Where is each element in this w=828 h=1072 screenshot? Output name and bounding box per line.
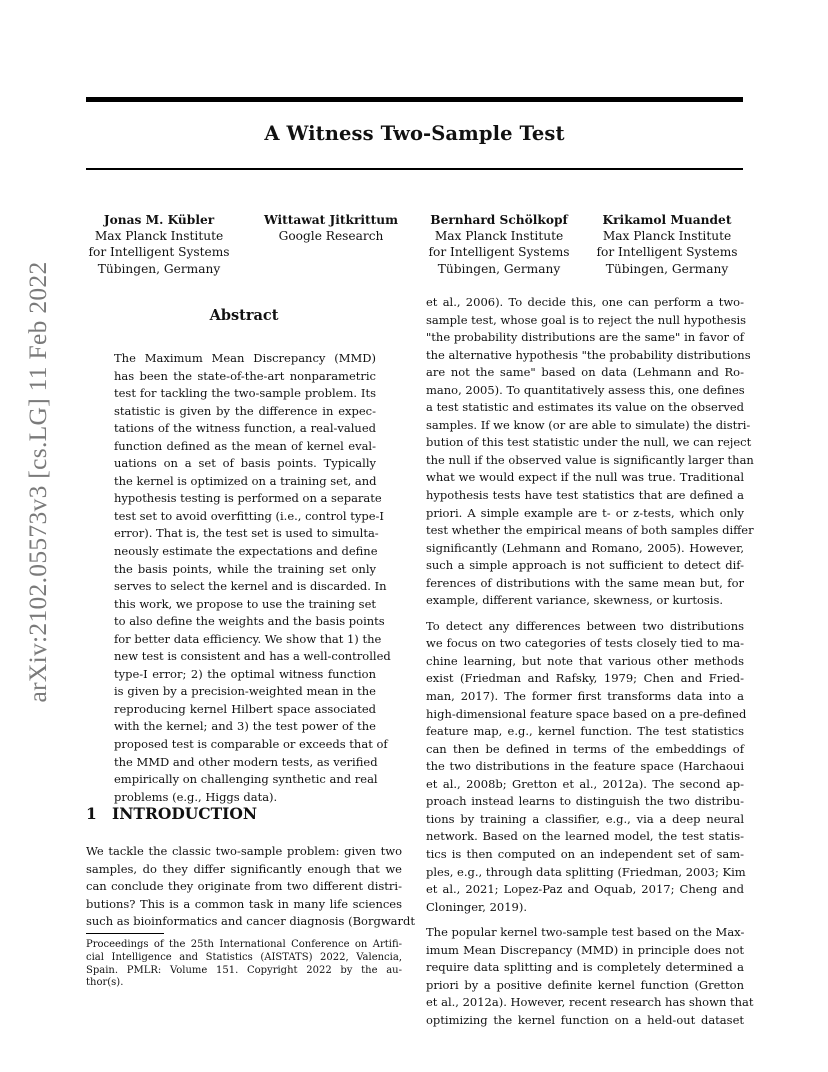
text-line: significantly (Lehmann and Romano, 2005). However,	[426, 540, 744, 555]
text-line: empirically on challenging synthetic and real	[114, 772, 378, 787]
text-line: require data splitting and is completely determined a	[426, 960, 744, 975]
text-line: cial Intelligence and Statistics (AISTATS) 2022, Valencia,	[86, 951, 402, 963]
text-line: feature map, e.g., kernel function. The test statistics	[426, 724, 744, 739]
paragraph-gap	[426, 610, 744, 618]
text-line: imum Mean Discrepancy (MMD) in principle does not	[426, 942, 744, 957]
paragraph	[426, 618, 747, 916]
text-line: sample test, whose goal is to reject the null hypothesis	[426, 312, 747, 327]
text-line: the MMD and other modern tests, as verified	[114, 754, 378, 769]
author-name: Jonas M. Kübler	[103, 213, 215, 227]
author-1	[86, 212, 232, 277]
section-heading	[86, 804, 402, 823]
text-line: tations of the witness function, a real-valued	[114, 421, 376, 436]
text-line: what we would expect if the null was true. Traditional	[426, 470, 744, 485]
text-line: to also define the weights and the basis points	[114, 614, 385, 629]
author-affiliation-line: for Intelligent Systems	[88, 245, 230, 260]
text-line: et al., 2006). To decide this, one can perform a two-	[426, 295, 744, 309]
text-line: the two distributions in the feature space (Harchaoui	[426, 759, 744, 774]
author-name: Krikamol Muandet	[602, 213, 732, 227]
text-line: can conclude they originate from two different distri-	[86, 879, 402, 894]
text-line: et al., 2008b; Gretton et al., 2012a). The second ap-	[426, 776, 744, 791]
text-line: the null if the observed value is significantly larger than	[426, 452, 754, 467]
text-line: is given by a precision-weighted mean in the	[114, 684, 376, 699]
author-affiliation-line: Max Planck Institute	[602, 229, 732, 244]
text-line: new test is consistent and has a well-controlled	[114, 649, 391, 664]
text-line: mano, 2005). To quantitatively assess this, one defines	[426, 382, 745, 397]
text-line: priori by a positive definite kernel function (Gretton	[426, 977, 744, 992]
author-affiliation-line: Max Planck Institute	[434, 229, 564, 244]
text-line: bution of this test statistic under the null, we can reject	[426, 435, 752, 450]
text-line: this work, we propose to use the training set	[114, 596, 376, 611]
text-line: proposed test is comparable or exceeds that of	[114, 737, 388, 752]
author-3	[423, 212, 575, 277]
author-4	[592, 212, 742, 277]
text-line: type-I error; 2) the optimal witness function	[114, 666, 376, 681]
author-affiliation-line: for Intelligent Systems	[428, 245, 570, 260]
text-line: such as bioinformatics and cancer diagnosis (Borgwardt	[86, 914, 416, 929]
footnote-rule	[86, 933, 164, 934]
text-line: a test statistic and estimates its value on the observed	[426, 400, 744, 415]
text-line: The popular kernel two-sample test based on the Max-	[426, 925, 745, 940]
text-line: ferences of distributions with the same mean but, for	[426, 575, 744, 590]
text-line: "the probability distributions are the same" in favor of	[426, 330, 744, 345]
text-line: function defined as the mean of kernel eval-	[114, 438, 376, 453]
text-line: such a simple approach is not sufficient to detect dif-	[426, 558, 744, 573]
text-line: reproducing kernel Hilbert space associated	[114, 701, 376, 716]
text-line: example, different variance, skewness, or kurtosis.	[426, 593, 724, 608]
text-line: with the kernel; and 3) the test power of the	[114, 719, 376, 734]
author-name: Wittawat Jitkrittum	[263, 213, 399, 227]
text-line: neously estimate the expectations and define	[114, 544, 378, 559]
author-affiliation-line: for Intelligent Systems	[596, 245, 738, 260]
footnote	[86, 939, 402, 990]
text-line: tics is then computed on an independent set of sam-	[426, 846, 744, 861]
author-affiliation-line: Max Planck Institute	[94, 229, 224, 244]
title-rule-top	[86, 97, 743, 102]
text-line: serves to select the kernel and is discarded. In	[114, 579, 387, 594]
author-name: Bernhard Schölkopf	[430, 213, 568, 227]
text-line: has been the state-of-the-art nonparametric	[114, 368, 376, 383]
text-line: we focus on two categories of tests closely tied to ma-	[426, 636, 744, 651]
text-line: statistic is given by the difference in expec-	[114, 403, 376, 418]
section-number: 1	[86, 804, 97, 823]
text-line: et al., 2021; Lopez-Paz and Oquab, 2017; Cheng and	[426, 882, 744, 897]
text-line: et al., 2012a). However, recent research has shown that	[426, 995, 754, 1010]
text-line: problems (e.g., Higgs data).	[114, 789, 278, 804]
text-line: uations on a set of basis points. Typically	[114, 456, 376, 471]
right-column	[426, 294, 754, 1029]
text-line: can then be defined in terms of the embeddings of	[426, 741, 744, 756]
section-title: INTRODUCTION	[112, 804, 258, 823]
text-line: Spain. PMLR: Volume 151. Copyright 2022 by the au-	[86, 964, 402, 976]
arxiv-side-stamp	[22, 260, 54, 703]
text-line: chine learning, but note that various other methods	[426, 653, 744, 668]
author-affiliation-line: Google Research	[278, 229, 384, 244]
abstract-body	[114, 350, 391, 806]
author-block	[86, 212, 746, 282]
intro-body	[86, 843, 416, 931]
text-line: test for tackling the two-sample problem. Its	[114, 386, 376, 401]
text-line: high-dimensional feature space based on a pre-defined	[426, 706, 747, 721]
text-line: test set to avoid overfitting (i.e., control type-I	[114, 508, 384, 523]
author-affiliation-line: Tübingen, Germany	[97, 261, 221, 276]
text-line: butions? This is a common task in many life sciences	[86, 896, 402, 911]
paragraph	[426, 294, 754, 610]
text-line: thor(s).	[86, 977, 124, 989]
text-line: priori. A simple example are t- or z-tests, which only	[426, 505, 744, 520]
text-line: test whether the empirical means of both samples differ	[426, 523, 754, 538]
text-line: optimizing the kernel function on a held-out dataset	[426, 1012, 744, 1027]
title-rule-bottom	[86, 168, 743, 170]
text-line: proach instead learns to distinguish the two distribu-	[426, 794, 744, 809]
author-affiliation-line: Tübingen, Germany	[605, 261, 729, 276]
text-line: hypothesis testing is performed on a separate	[114, 491, 382, 506]
text-line: Proceedings of the 25th International Conference on Artifi-	[86, 939, 402, 950]
text-line: Cloninger, 2019).	[426, 899, 528, 914]
paper-title: A Witness Two-Sample Test	[264, 122, 565, 145]
text-line: samples, do they differ significantly enough that we	[86, 861, 402, 876]
paragraph-gap	[426, 916, 744, 924]
text-line: man, 2017). The former first transforms data into a	[426, 689, 744, 704]
abstract-heading: Abstract	[209, 307, 279, 324]
text-line: exist (Friedman and Rafsky, 1979; Chen and Fried-	[426, 671, 744, 686]
text-line: the kernel is optimized on a training set, and	[114, 473, 377, 488]
text-line: for better data efficiency. We show that 1) the	[114, 631, 382, 646]
arxiv-identifier: arXiv:2102.05573v3 [cs.LG] 11 Feb 2022	[23, 260, 52, 703]
author-affiliation-line: Tübingen, Germany	[437, 261, 561, 276]
text-line: samples. If we know (or are able to simulate) the distri-	[426, 417, 751, 432]
text-line: ples, e.g., through data splitting (Friedman, 2003; Kim	[426, 864, 746, 879]
text-line: We tackle the classic two-sample problem: given two	[86, 844, 402, 858]
paragraph	[426, 924, 754, 1029]
text-line: are not the same" based on data (Lehmann and Ro-	[426, 365, 744, 380]
text-line: the alternative hypothesis "the probability distributions	[426, 347, 751, 362]
text-line: the basis points, while the training set only	[114, 561, 376, 576]
text-line: The Maximum Mean Discrepancy (MMD)	[114, 351, 376, 365]
text-line: hypothesis tests have test statistics that are defined a	[426, 488, 744, 503]
text-line: tions by training a classifier, e.g., via a deep neural	[426, 811, 744, 826]
text-line: network. Based on the learned model, the test statis-	[426, 829, 744, 844]
author-2	[256, 212, 406, 244]
text-line: error). That is, the test set is used to simulta-	[114, 526, 379, 541]
text-line: To detect any differences between two distributions	[426, 618, 744, 633]
